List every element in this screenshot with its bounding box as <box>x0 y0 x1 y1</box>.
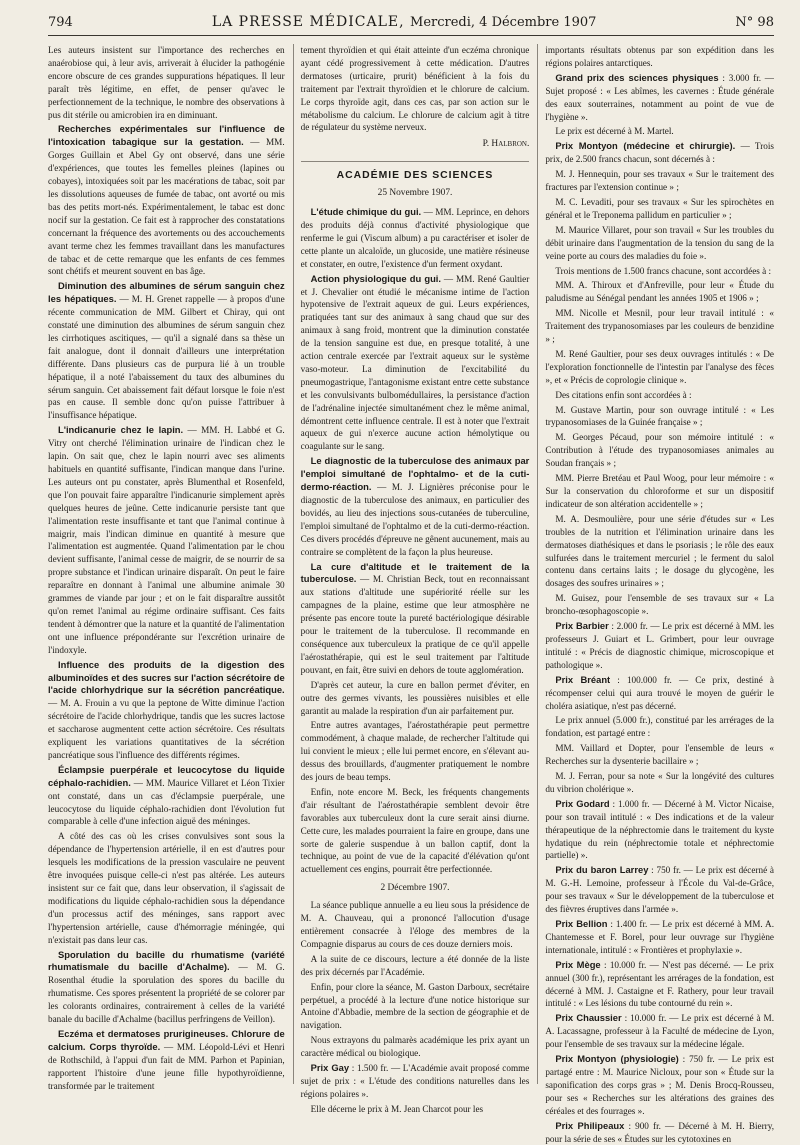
article-heading: Eczéma et dermatoses prurigineuses. Chlorure de calcium. Corps thyroïde. <box>48 1027 285 1052</box>
article-paragraph <box>301 455 530 558</box>
article-paragraph <box>545 798 774 863</box>
article-paragraph <box>545 72 774 124</box>
paragraph-text: — M. Christian Beck, tout en reconnaissant aux stations d'altitude une supériorité réelle sur les campagnes de la plaine, estime que leur atmosphère ne présente pas encore toute la pureté bactériologique désirable pour le traitement de la tuberculose. Il recommande en conséquence aux tuberculeux la pratique de ce qu'il appelle l'aérostathérapie, qui est le seul traitement par l'altitude pouvant, en fait, être suivi en dehors de toute agglomération. <box>300 574 530 675</box>
article-heading: L'étude chimique du gui. <box>310 206 422 218</box>
paragraph-text: tement thyroïdien et qui était atteinte d'un eczéma chronique ayant cédé progressivement à cette médication. D'autres dermatoses (urticaire, prurit) bénéficient à la fois du traitement par l'extrait thyroïdien et le chlorure de calcium. Le corps thyroïde agit, dans ces cas, par son action sur le métabolisme du calcium. Le chlorure de calcium agit à titre de régulateur du système nerveux. <box>300 45 530 133</box>
text-paragraph <box>301 1103 530 1116</box>
paragraph-text: — MM. Maurice Villaret et Léon Tixier ont constaté, dans un cas d'éclampsie puerpérale, une leucocytose du liquide céphalo-rachidien dont l'évolution fut comparable à celle d'une infection aiguë des méninges. <box>48 777 285 827</box>
text-columns <box>48 44 774 1144</box>
article-heading: Prix Bellion <box>555 918 608 929</box>
article-heading: Diminution des albumines de sérum sanguin chez les hépatiques. <box>48 280 285 305</box>
paragraph-text: : 100.000 fr. — Ce prix, destiné à récompenser celui qui aura trouvé le moyen de guérir le choléra asiatique, n'est pas décerné. <box>545 674 774 711</box>
article-heading: Action physiologique du gui. <box>310 272 442 284</box>
text-paragraph <box>301 786 530 876</box>
text-paragraph <box>48 44 285 121</box>
article-heading: Prix Mège <box>555 958 601 970</box>
article-paragraph <box>301 206 530 271</box>
text-paragraph <box>48 830 285 946</box>
text-paragraph <box>545 125 774 138</box>
article-paragraph <box>48 1028 285 1093</box>
paragraph-text: M. René Gaultier, pour ses deux ouvrages intitulés : « De l'exploration fonctionnelle de l'intestin par l'analyse des fèces », et « Précis de coprologie clinique ». <box>545 348 774 385</box>
article-heading: Prix Barbier <box>555 620 609 632</box>
text-paragraph <box>545 307 774 346</box>
article-heading: La cure d'altitude et le traitement de la tuberculose. <box>300 560 530 585</box>
text-paragraph <box>545 44 774 70</box>
paragraph-text: : 2.000 fr. — Le prix est décerné à MM. les professeurs J. Guiart et L. Grimbert, pour leur ouvrage intitulé : « Précis de diagnostic chimique, microscopique et pathologique ». <box>545 621 774 670</box>
article-paragraph <box>301 561 530 677</box>
text-paragraph <box>545 431 774 470</box>
article-paragraph <box>545 140 774 166</box>
text-paragraph <box>545 742 774 768</box>
paragraph-text: Trois mentions de 1.500 francs chacune, sont accordées à : <box>555 265 772 276</box>
article-heading: Prix Godard <box>555 797 610 809</box>
paragraph-text: — Trois prix, de 2.500 francs chacun, sont décernés à : <box>545 141 774 165</box>
paragraph-text: MM. Pierre Bretéau et Paul Woog, pour leur mémoire : « Sur la conservation du chloroforme et sur un dispositif indicateur de son altération accidentelle » ; <box>545 473 774 509</box>
text-paragraph <box>301 981 530 1033</box>
session-date: 2 Décembre 1907. <box>380 883 450 894</box>
paragraph-text: MM. Vaillard et Dopter, pour l'ensemble de leurs « Recherches sur la dysenterie bacillaire » ; <box>545 743 774 767</box>
article-paragraph <box>545 1012 774 1051</box>
paragraph-text: Le prix annuel (5.000 fr.), constitué par les arrérages de la fondation, est partagé entre : <box>545 715 774 739</box>
paragraph-text: : 900 fr. — Décerné à M. H. Bierry, pour la série de ses « Études sur les cytotoxines en <box>545 1120 774 1144</box>
section-heading: ACADÉMIE DES SCIENCES <box>301 161 530 183</box>
paragraph-text: M. Georges Pécaud, pour son mémoire intitulé : « Contribution à l'étude des trypanosomiases animales au Soudan français » ; <box>545 432 774 469</box>
article-heading: L'indicanurie chez le lapin. <box>58 424 184 436</box>
paragraph-text: importants résultats obtenus par son expédition dans les régions polaires antarctiques. <box>545 45 774 68</box>
text-paragraph <box>545 472 774 511</box>
paragraph-text: — M. J. Lignières préconise pour le diagnostic de la tuberculose des animaux, en particulier des bovidés, au lieu des injections sous-cutanées de tuberculine, l'emploi simultané de l'ophtalmo et de la cuti-dermo-réaction. Ces divers procédés d'épreuve ne gênent aucunement, mais au contraire se complètent de la façon la plus heureuse. <box>300 482 530 557</box>
article-paragraph <box>545 918 774 957</box>
paragraph-text: Le prix est décerné à M. Martel. <box>555 126 674 137</box>
paragraph-text: — MM. René Gaultier et J. Chevalier ont étudié le mécanisme intime de l'action hypotensive de l'extrait aqueux de gui. Leurs expériences, pratiquées tant sur des animaux à sang chaud que sur des animaux à sang froid, montrent que la diminution constatée de la tension sanguine est due, en presque totalité, à une action centrale exercée par l'extrait aqueux sur le système vaso-moteur. La diminution de l'excitabilité du pneumogastrique, l'antagonisme existant entre cette substance et les convulsivants bulbomédullaires, la persistance d'action de l'adrénaline injectée simultanément chez le même animal, démontrent cette influence centrale. Il est à noter que l'extrait aqueux de gui n'exerce aucune action hémolytique ou coagulante sur le sang. <box>300 273 530 452</box>
paragraph-text: M. J. Hennequin, pour ses travaux « Sur le traitement des fractures par l'extension continue » ; <box>545 169 774 193</box>
column-3 <box>537 44 774 1144</box>
article-heading: Prix Montyon (physiologie) <box>555 1053 679 1065</box>
paragraph-text: : 10.000 fr. — N'est pas décerné. — Le prix annuel (300 fr.), représentant les arrérages de la fondation, est décerné à MM. J. Castaigne et F. Rathery, pour leur travail intitulé : « Les lésions du tube contourné du rein ». <box>545 959 774 1009</box>
article-heading: Grand prix des sciences physiques <box>555 71 719 83</box>
paragraph-text: M. J. Ferran, pour sa note « Sur la longévité des cultures du vibrion cholérique ». <box>545 771 774 794</box>
article-heading: Prix du baron Larrey <box>555 864 649 876</box>
text-paragraph <box>301 1034 530 1060</box>
text-paragraph <box>545 592 774 618</box>
page-number: 794 <box>48 15 73 30</box>
paragraph-text: D'après cet auteur, la cure en ballon permet d'éviter, en outre des germes vivants, les poussières nuisibles et elle garantit au malade la respiration d'un air parfaitement pur. <box>300 679 530 716</box>
journal-title <box>212 14 597 30</box>
article-heading: Le diagnostic de la tuberculose des animaux par l'emploi simultané de l'ophtalmo- et de la cuti-dermo-réaction. <box>300 455 530 493</box>
paragraph-text: A côté des cas où les crises convulsives sont sous la dépendance de l'hypertension artérielle, il en est d'autres pour lesquels les modifications de la pression vasculaire ne peuvent être invoquées puisque celle-ci n'est pas altérée. Les auteurs insistent sur ce fait que, dans leur observation, il s'agissait de modifications du liquide céphalo-rachidien sous la dépendance d'un processus actif des méninges, sans rapport avec l'hypertension artérielle, cause d'hémorragie méningée, qui n'existait pas dans leur cas. <box>48 831 285 945</box>
paragraph-text: : 10.000 fr. — Le prix est décerné à M. A. Lacassagne, professeur à la Faculté de médecine de Lyon, pour l'ensemble de ses travaux sur la médecine légale. <box>545 1013 774 1050</box>
article-paragraph <box>545 674 774 713</box>
article-paragraph <box>545 864 774 916</box>
paragraph-text: Des citations enfin sont accordées à : <box>555 389 692 400</box>
author-signature: P. Halbron. <box>482 139 530 150</box>
article-heading: Prix Gay <box>310 1062 350 1074</box>
article-heading: Éclampsie puerpérale et leucocytose du liquide céphalo-rachidien. <box>48 763 285 788</box>
paragraph-text: : 750 fr. — Le prix est décerné à M. G.-H. Lemoine, professeur à l'École du Val-de-Grâce, pour ses travaux « Sur le développement de la tuberculose et des fièvres éruptives dans l'armée ». <box>545 865 774 915</box>
text-paragraph <box>545 279 774 305</box>
session-date: 25 Novembre 1907. <box>377 188 453 199</box>
article-paragraph <box>48 659 285 762</box>
paragraph-text: M. Gustave Martin, pour son ouvrage intitulé : « Les trypanosomiases de la Guinée française » ; <box>545 404 774 428</box>
paragraph-text: M. Guisez, pour l'ensemble de ses travaux sur « La broncho-œsophagoscopie ». <box>545 593 774 617</box>
article-paragraph <box>48 280 285 422</box>
paragraph-text: — MM. Léopold-Lévi et Henri de Rothschild, à l'appui d'un fait de MM. Parhon et Papinian, rapportent l'histoire d'une jeune fille hypothyroïdienne, transformée par le traitement <box>48 1041 285 1091</box>
paragraph-text: La séance publique annuelle a eu lieu sous la présidence de M. A. Chauveau, qui a prononcé l'allocution d'usage entièrement consacrée à l'éloge des membres de la Compagnie disparus au cours de ces douze derniers mois. <box>300 900 530 949</box>
article-paragraph <box>48 949 285 1026</box>
text-paragraph <box>545 224 774 263</box>
issue-date: Mercredi, 4 Décembre 1907 <box>410 15 597 30</box>
text-paragraph <box>545 348 774 387</box>
paragraph-text: M. Maurice Villaret, pour son travail « Sur les troubles du débit urinaire dans l'augmentation de la tension du sang de la veine porte au cours des maladies du foie ». <box>545 224 774 261</box>
article-heading: Prix Chaussier <box>555 1012 622 1024</box>
paragraph-text: MM. Nicolle et Mesnil, pour leur travail intitulé : « Traitement des trypanosomiases par les couleurs de benzidine » ; <box>545 308 774 345</box>
article-paragraph <box>301 1062 530 1101</box>
text-paragraph <box>301 953 530 979</box>
journal-name: LA PRESSE MÉDICALE, <box>211 14 405 30</box>
paragraph-text: — MM. Gorges Guillain et Abel Gy ont observé, dans une série d'expériences, que toutes les femelles pleines (lapines ou cobayes), intoxiquées soit par les macérations de tabac, soit par les dissolutions aqueuses de fumée de tabac, ont avorté ou mis bas des petits mort-nés. Expérimentalement, le tabac est donc nocif sur la gestation. Ce fait est à rapprocher des constatations concernant la fréquence des avortements ou des accouchements avant terme chez les femmes travaillant dans les manufactures de tabac et de cette remarque que les enfants de ces femmes sont chétifs et meurent souvent en bas âge. <box>48 137 285 277</box>
text-paragraph <box>545 513 774 590</box>
article-paragraph <box>545 1120 774 1145</box>
text-paragraph <box>301 719 530 784</box>
paragraph-text: — MM. Leprince, en dehors des produits déjà connus d'activité physiologique que renferme le gui (Viscum album) a pu caractériser et isoler de cette plante un alcaloïde, un glucoside, une matière résineuse et constater, en outre, l'existence d'un ferment oxydant. <box>300 207 530 269</box>
article-paragraph <box>301 273 530 454</box>
article-paragraph <box>48 424 285 656</box>
paragraph-text: : 3.000 fr. — Sujet proposé : « Les abîmes, les cavernes : Étude générale des eaux souterraines, notamment au point de vue de l'hygiène ». <box>545 72 774 122</box>
column-1 <box>48 44 285 1091</box>
text-paragraph <box>301 679 530 718</box>
text-paragraph <box>545 389 774 402</box>
article-paragraph <box>48 123 285 278</box>
text-paragraph <box>545 770 774 796</box>
paragraph-text: — M. H. Grenet rappelle — à propos d'une récente communication de MM. Gilbert et Chiray, qui ont constaté une diminution des albumines de sérum sanguin chez les cirrhotiques ascitiques, — qu'il a signalé dans sa thèse un fait analogue, dont il donnait d'ailleurs une interprétation différente. Dans plusieurs cas de purpura lié à un trouble hépatique, il a noté l'abaissement du taux des albumines du sérum sanguin. Cet abaissement fait défaut lorsque le foie n'est pas en cause. Il semble donc qu'on puisse l'attribuer à l'insuffisance hépatique. <box>48 294 285 421</box>
article-heading: Prix Montyon (médecine et chirurgie). <box>555 140 736 152</box>
text-paragraph <box>545 714 774 740</box>
paragraph-text: Nous extrayons du palmarès académique les prix ayant un caractère médical ou biologique. <box>300 1035 530 1059</box>
article-heading: Recherches expérimentales sur l'influence de l'intoxication tabagique sur la gestation. <box>48 123 285 148</box>
paragraph-text: Enfin, note encore M. Beck, les fréquents changements d'air résultant de l'aérostathérapie semblent devoir être favorables aux tuberculeux dont la cure serait ainsi diurne. Cette cure, les malades pourraient la faire en groupe, dans une sorte de galerie suspendue à un ballon captif, dont la technique, au point de vue de la capacité d'élévation qu'ont actuellement ces engins, pourrait être perfectionnée. <box>300 786 530 875</box>
paragraph-text: A la suite de ce discours, lecture a été donnée de la liste des prix décernés par l'Académie. <box>300 953 530 977</box>
page-header <box>48 14 774 36</box>
column-2 <box>293 44 530 1114</box>
paragraph-text: — MM. H. Labbé et G. Vitry ont cherché l'élimination urinaire de l'indican chez le lapin. On sait que, chez le lapin nourri avec ses aliments habituels en quantité suffisante, l'indican manque dans l'urine. Les auteurs ont pu constater, après Blumenthal et Rosenfeld, que l'on pouvait faire apparaître l'indicanurie simplement après quelques heures de jeûne. Cette indicanurie persiste tant que l'alimentation reste insuffisante et tant que l'animal continue à maigrir, mais l'indican diminue en quantité à mesure que l'alimentation est augmentée. Quand l'alimentation par le chou devient suffisante, l'animal cesse de maigrir, de se nourrir de sa propre substance et l'indican urinaire disparaît. On peut le faire reparaître en donnant à l'animal une albumine animale 30 grammes de viande par jour ; et on le fait disparaître aussitôt qu'on remet l'animal au régime ordinaire suffisant. Ces faits tendent à démontrer que la nature et la quantité de l'alimentation ont une influence prépondérante sur l'excrétion urinaire de l'indoxyle. <box>48 425 285 655</box>
article-heading: Prix Bréant <box>555 673 611 685</box>
paragraph-text: Entre autres avantages, l'aérostathérapie peut permettre commodément, à chaque malade, de rechercher l'altitude qui lui convient le mieux ; elle lui permet encore, en s'élevant au-dessus des brouillards, d'augmenter pratiquement le nombre des jours de beau temps. <box>300 720 530 783</box>
text-paragraph <box>545 196 774 222</box>
paragraph-text: : 1.400 fr. — Le prix est décerné à MM. A. Chantemesse et F. Borel, pour leur ouvrage sur l'hygiène internationale, intitulé : « Frontières et prophylaxie ». <box>545 919 774 955</box>
paragraph-text: M. C. Levaditi, pour ses travaux « Sur les spirochètes en général et le Treponema pallidum en particulier » ; <box>545 196 774 220</box>
paragraph-text: Enfin, pour clore la séance, M. Gaston Darboux, secrétaire perpétuel, a procédé à la lecture d'une notice historique sur Antoine d'Abbadie, membre de la section de géographie et de navigation. <box>300 981 530 1031</box>
article-paragraph <box>545 1053 774 1118</box>
article-heading: Prix Philipeaux <box>555 1119 625 1131</box>
text-paragraph <box>545 168 774 194</box>
paragraph-text: — M. A. Frouin a vu que la peptone de Witte diminue l'action sécrétoire de l'acide chlorhydrique, tandis que les sucres lactose et saccharose augmentent cette action sécrétoire. Ces résultats expliquent les variations quantitatives de la sécrétion pancréatique sous l'influence des différents régimes. <box>48 698 285 760</box>
text-paragraph <box>301 899 530 951</box>
article-paragraph <box>545 620 774 672</box>
paragraph-text: MM. A. Thiroux et d'Anfreville, pour leur « Étude du paludisme au Sénégal pendant les années 1905 et 1906 » ; <box>545 280 774 304</box>
text-paragraph <box>301 44 530 134</box>
article-heading: Sporulation du bacille du rhumatisme (variété rhumatismale du bacille d'Achalme). <box>48 948 285 973</box>
paragraph-text: : 750 fr. — Le prix est partagé entre : M. Maurice Nicloux, pour son « Étude sur la saponification des corps gras » ; M. Denis Brocq-Rousseu, pour ses « Recherches sur les altérations des graines des céréales et des fourrages ». <box>545 1054 774 1116</box>
text-paragraph <box>545 265 774 278</box>
paragraph-text: : 1.500 fr. — L'Académie avait proposé comme sujet de prix : « L'étude des conditions naturelles dans les régions polaires ». <box>300 1063 530 1099</box>
issue-number: N° 98 <box>735 15 774 30</box>
article-heading: Influence des produits de la digestion des albuminoïdes et des sucres sur l'action sécrétoire de l'acide chlorhydrique sur la sécrétion pancréatique. <box>48 658 285 696</box>
article-paragraph <box>545 959 774 1011</box>
paragraph-text: Les auteurs insistent sur l'importance des recherches en anaérobiose qui, à leur avis, arriverait à élucider la pathogénie encore obscure de ces grandes suppurations hépatiques. Il leur paraît très légitime, en effet, de penser qu'avec le perfectionnement de la technique, le nombre des observations à pus dit stérile ou amicrobien ira en diminuant. <box>48 45 285 120</box>
article-paragraph <box>48 764 285 829</box>
paragraph-text: : 1.000 fr. — Décerné à M. Victor Nicaise, pour son travail intitulé : « Des indications et de la valeur thérapeutique de la néphrectomie dans le traitement du kyste hydatique du rein (néphrectomie totale et néphrectomie partielle) ». <box>545 798 774 861</box>
paragraph-text: — M. G. Rosenthal étudie la sporulation des spores du bacille du rhumatisme. Ces spores présentent la propriété de se colorer par les colorants ordinaires, contrairement à celles de la variété banale du bacille d'Achalme (bacillus perfringens de Veillon). <box>48 962 285 1025</box>
paragraph-text: M. A. Desmoulière, pour une série d'études sur « Les troubles de la nutrition et l'élimination urinaire dans les dermatoses diathésiques et dans le psoriasis ; le rôle des eaux sulfurées dans le traitement mercuriel ; le ferment du salol contenu dans certains laits ; le dosage du glycogène, les dosages des soufres urinaires » ; <box>545 513 774 589</box>
text-paragraph <box>545 404 774 430</box>
paragraph-text: Elle décerne le prix à M. Jean Charcot pour les <box>310 1103 484 1114</box>
